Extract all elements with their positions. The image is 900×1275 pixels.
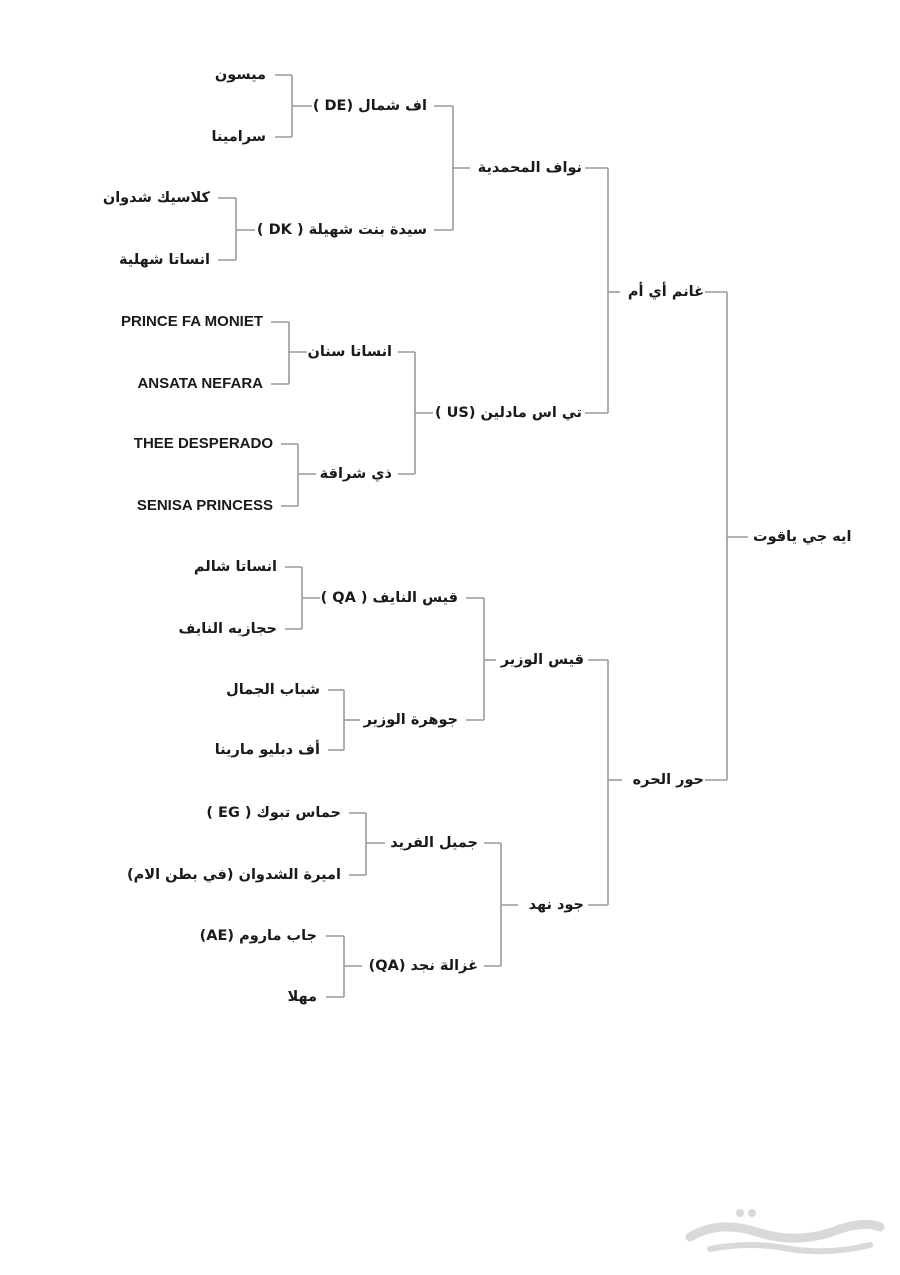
horse-g4: SENISA PRINCESS (136, 497, 273, 514)
horse-g4: انساتا شالم (193, 559, 277, 575)
horse-root: ايه جي ياقوت (753, 529, 852, 545)
horse-g4: مهلا (287, 989, 317, 1005)
horse-g4: ميسون (214, 67, 266, 83)
horse-g3: جميل الفريد (390, 835, 478, 851)
horse-sire: غانم أي أم (627, 284, 704, 300)
horse-g4: حجازيه النايف (178, 621, 277, 637)
horse-dam: حور الحره (632, 772, 704, 788)
horse-g4: كلاسيك شدوان (102, 190, 210, 206)
horse-sire-sire: نواف المحمدية (477, 160, 582, 176)
haraj-logo-icon (680, 1199, 890, 1259)
horse-g3: انساتا سنان (307, 344, 392, 360)
horse-g4: ANSATA NEFARA (137, 375, 263, 392)
horse-g3: اف شمال (DE ) (312, 98, 427, 114)
horse-dam-dam: جود نهد (528, 897, 584, 913)
horse-sire-dam: تي اس مادلين (US ) (434, 405, 582, 421)
horse-g3: غزالة نجد (QA) (368, 958, 478, 974)
horse-g4: شباب الجمال (226, 682, 320, 698)
horse-g4: أف دبليو مارينا (214, 742, 320, 758)
horse-g3: ذي شراقة (319, 466, 392, 482)
horse-g4: THEE DESPERADO (133, 435, 273, 452)
horse-dam-sire: قيس الوزير (500, 652, 584, 668)
horse-g3: سيدة بنت شهيلة ( DK ) (256, 222, 427, 238)
horse-g4: انساتا شهلية (118, 252, 210, 268)
horse-g4: PRINCE FA MONIET (121, 313, 263, 330)
horse-g4: سرامينا (211, 129, 266, 145)
horse-g3: قيس النايف ( QA ) (320, 590, 458, 606)
horse-g4: حماس تبوك ( EG ) (206, 805, 341, 821)
horse-g4: اميرة الشدوان (في بطن الام) (127, 867, 341, 883)
horse-g4: جاب ماروم (AE) (199, 928, 317, 944)
horse-g3: جوهرة الوزير (363, 712, 458, 728)
